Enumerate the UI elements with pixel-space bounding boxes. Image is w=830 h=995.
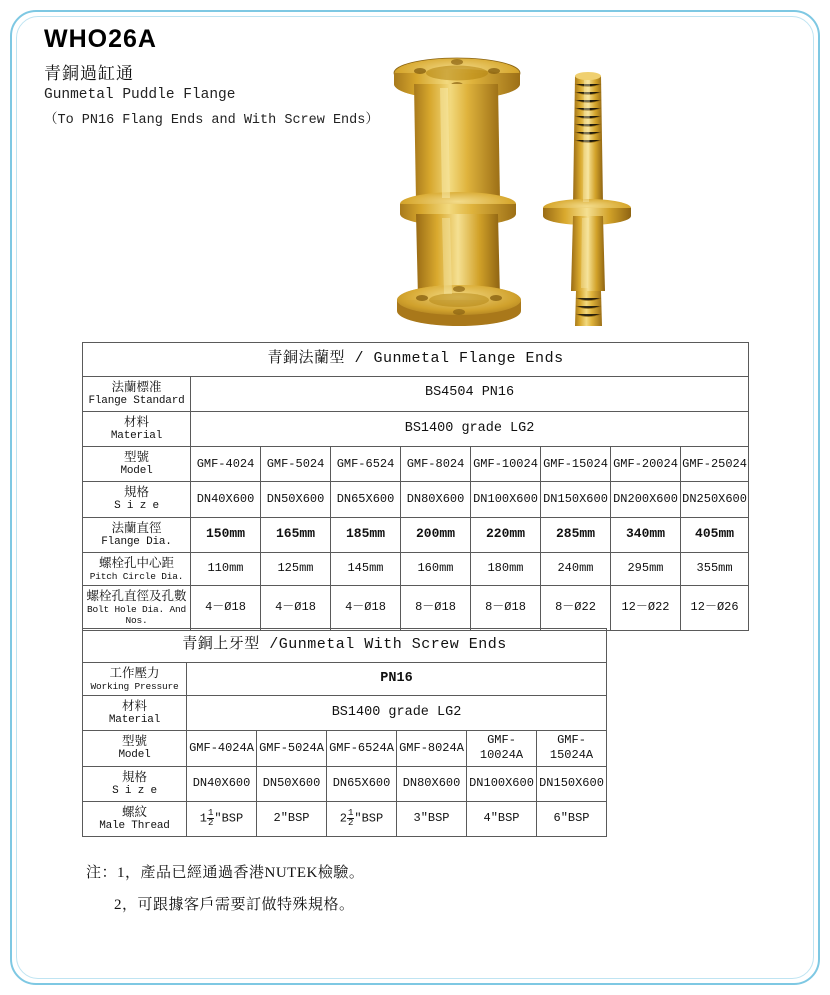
cell-model-2: GMF-8024A bbox=[397, 731, 467, 766]
document-header bbox=[44, 25, 379, 128]
screw-ends-table bbox=[82, 628, 607, 837]
cell-size-2: DN65X600 bbox=[327, 766, 397, 801]
table-row bbox=[83, 552, 749, 585]
cell-size-2: DN100X600 bbox=[467, 766, 537, 801]
table-row bbox=[83, 586, 749, 631]
cell-flange-dia: 150mm bbox=[191, 517, 261, 552]
cell-flange-dia: 185mm bbox=[331, 517, 401, 552]
cell-size: DN200X600 bbox=[611, 482, 681, 517]
cell-model: GMF-8024 bbox=[401, 447, 471, 482]
cell-flange-dia: 165mm bbox=[261, 517, 331, 552]
cell-model: GMF-20024 bbox=[611, 447, 681, 482]
cell-model: GMF-10024 bbox=[471, 447, 541, 482]
row-label-size-2: 規格 S i z e bbox=[83, 766, 187, 801]
row-label-flange-dia: 法蘭直徑 Flange Dia. bbox=[83, 517, 191, 552]
table-row bbox=[83, 696, 607, 731]
cell-pitch-circle-dia: 240mm bbox=[541, 552, 611, 585]
cell-model-2: GMF-4024A bbox=[187, 731, 257, 766]
thread-unit: "BSP bbox=[560, 811, 590, 826]
cell-pitch-circle-dia: 145mm bbox=[331, 552, 401, 585]
cell-model-2: GMF-6524A bbox=[327, 731, 397, 766]
thread-whole: 1 bbox=[199, 811, 207, 826]
cell-size: DN65X600 bbox=[331, 482, 401, 517]
thread-whole: 4 bbox=[483, 811, 491, 826]
table-row bbox=[83, 662, 607, 695]
cell-bolt-hole: 4－Ø18 bbox=[261, 586, 331, 631]
note-line-2: 2，可跟據客戶需要訂做特殊規格。 bbox=[114, 896, 355, 913]
cell-male-thread bbox=[397, 801, 467, 836]
cell-male-thread bbox=[257, 801, 327, 836]
cell-flange-dia: 200mm bbox=[401, 517, 471, 552]
table-row bbox=[83, 343, 749, 377]
thread-unit: "BSP bbox=[354, 811, 384, 826]
cell-size: DN100X600 bbox=[471, 482, 541, 517]
table-row bbox=[83, 447, 749, 482]
table1-title: 青銅法蘭型 / Gunmetal Flange Ends bbox=[83, 343, 749, 377]
table-row bbox=[83, 411, 749, 446]
notes-section bbox=[86, 858, 706, 921]
cell-flange-dia: 285mm bbox=[541, 517, 611, 552]
row-label-bolt-hole: 螺栓孔直徑及孔數 Bolt Hole Dia. And Nos. bbox=[83, 586, 191, 631]
product-code: WHO26A bbox=[44, 25, 157, 53]
row-label-material-2: 材料 Material bbox=[83, 696, 187, 731]
flange-ends-item bbox=[394, 58, 521, 326]
cell-bolt-hole: 8－Ø18 bbox=[471, 586, 541, 631]
table-row bbox=[83, 801, 607, 836]
cell-flange-dia: 340mm bbox=[611, 517, 681, 552]
row-label-working-pressure: 工作壓力 Working Pressure bbox=[83, 662, 187, 695]
row-label-size: 規格 S i z e bbox=[83, 482, 191, 517]
cell-model: GMF-6524 bbox=[331, 447, 401, 482]
cell-male-thread bbox=[537, 801, 607, 836]
thread-whole: 6 bbox=[553, 811, 561, 826]
row-label-model-2: 型號 Model bbox=[83, 731, 187, 766]
cell-pitch-circle-dia: 125mm bbox=[261, 552, 331, 585]
thread-unit: "BSP bbox=[420, 811, 450, 826]
cell-size: DN40X600 bbox=[191, 482, 261, 517]
cell-bolt-hole: 8－Ø18 bbox=[401, 586, 471, 631]
material-value-2: BS1400 grade LG2 bbox=[187, 696, 607, 731]
cell-bolt-hole: 4－Ø18 bbox=[191, 586, 261, 631]
cell-pitch-circle-dia: 160mm bbox=[401, 552, 471, 585]
cell-male-thread bbox=[187, 801, 257, 836]
cell-pitch-circle-dia: 180mm bbox=[471, 552, 541, 585]
cell-flange-dia: 220mm bbox=[471, 517, 541, 552]
table-row bbox=[83, 482, 749, 517]
cell-bolt-hole: 12－Ø22 bbox=[611, 586, 681, 631]
screw-ends-item bbox=[543, 72, 631, 326]
table-row bbox=[83, 766, 607, 801]
thread-whole: 2 bbox=[273, 811, 281, 826]
cell-bolt-hole: 8－Ø22 bbox=[541, 586, 611, 631]
row-label-flange-standard: 法蘭標准 Flange Standard bbox=[83, 376, 191, 411]
thread-whole: 2 bbox=[339, 811, 347, 826]
cell-male-thread bbox=[467, 801, 537, 836]
cell-size: DN150X600 bbox=[541, 482, 611, 517]
thread-fraction: $\frac{1}{2}$ bbox=[207, 808, 214, 829]
table2-title: 青銅上牙型 /Gunmetal With Screw Ends bbox=[83, 629, 607, 663]
row-label-material: 材料 Material bbox=[83, 411, 191, 446]
table-row bbox=[83, 376, 749, 411]
cell-size: DN80X600 bbox=[401, 482, 471, 517]
product-title-chinese: 青銅過缸通 bbox=[44, 63, 134, 83]
cell-size-2: DN150X600 bbox=[537, 766, 607, 801]
cell-flange-dia: 405mm bbox=[681, 517, 749, 552]
table-row bbox=[83, 731, 607, 766]
row-label-model: 型號 Model bbox=[83, 447, 191, 482]
cell-model-2: GMF-10024A bbox=[467, 731, 537, 766]
thread-unit: "BSP bbox=[490, 811, 520, 826]
cell-bolt-hole: 12－Ø26 bbox=[681, 586, 749, 631]
cell-pitch-circle-dia: 110mm bbox=[191, 552, 261, 585]
note-line-1: 注：1，產品已經通過香港NUTEK檢驗。 bbox=[86, 865, 365, 881]
cell-size-2: DN80X600 bbox=[397, 766, 467, 801]
cell-model-2: GMF-15024A bbox=[537, 731, 607, 766]
cell-size-2: DN40X600 bbox=[187, 766, 257, 801]
cell-size: DN250X600 bbox=[681, 482, 749, 517]
flange-standard-value: BS4504 PN16 bbox=[191, 376, 749, 411]
cell-model: GMF-25024 bbox=[681, 447, 749, 482]
cell-model-2: GMF-5024A bbox=[257, 731, 327, 766]
cell-model: GMF-15024 bbox=[541, 447, 611, 482]
cell-pitch-circle-dia: 295mm bbox=[611, 552, 681, 585]
cell-pitch-circle-dia: 355mm bbox=[681, 552, 749, 585]
cell-bolt-hole: 4－Ø18 bbox=[331, 586, 401, 631]
product-photo bbox=[370, 26, 800, 326]
puddle-flange-illustration bbox=[370, 26, 800, 326]
material-value: BS1400 grade LG2 bbox=[191, 411, 749, 446]
cell-size-2: DN50X600 bbox=[257, 766, 327, 801]
working-pressure-value: PN16 bbox=[187, 662, 607, 695]
thread-fraction: $\frac{1}{2}$ bbox=[347, 808, 354, 829]
row-label-pitch-circle-dia: 螺栓孔中心距 Pitch Circle Dia. bbox=[83, 552, 191, 585]
cell-size: DN50X600 bbox=[261, 482, 331, 517]
product-subtitle: （To PN16 Flang Ends and With Screw Ends） bbox=[44, 112, 379, 128]
row-label-male-thread: 螺紋 Male Thread bbox=[83, 801, 187, 836]
table-row bbox=[83, 629, 607, 663]
product-title-english: Gunmetal Puddle Flange bbox=[44, 86, 236, 103]
table-row bbox=[83, 517, 749, 552]
cell-model: GMF-4024 bbox=[191, 447, 261, 482]
flange-ends-table bbox=[82, 342, 749, 631]
thread-unit: "BSP bbox=[214, 811, 244, 826]
thread-whole: 3 bbox=[413, 811, 421, 826]
thread-unit: "BSP bbox=[280, 811, 310, 826]
cell-model: GMF-5024 bbox=[261, 447, 331, 482]
cell-male-thread bbox=[327, 801, 397, 836]
